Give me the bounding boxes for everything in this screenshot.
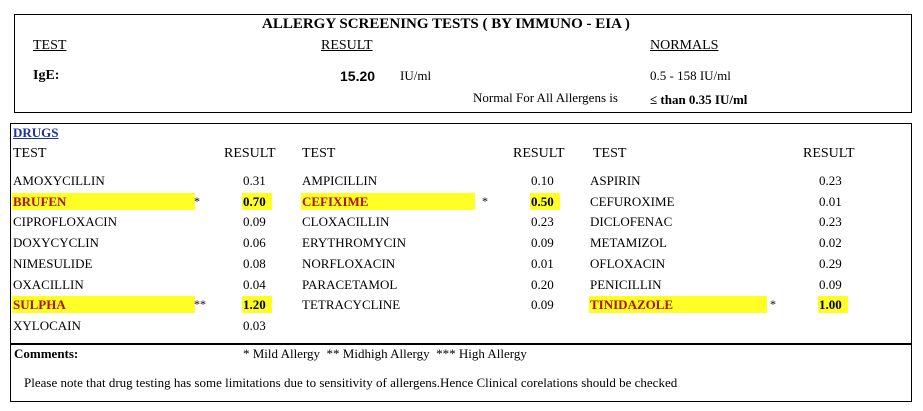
header-col-normals: NORMALS	[650, 38, 719, 53]
drug-result-value: 0.08	[243, 256, 266, 271]
drug-name: TETRACYCLINE	[302, 297, 401, 312]
drug-result-value: 0.02	[819, 235, 842, 250]
drug-name: AMPICILLIN	[302, 173, 378, 188]
col1-test-header: TEST	[13, 146, 47, 161]
page-title: ALLERGY SCREENING TESTS ( BY IMMUNO - EIA )	[262, 16, 630, 32]
drug-result-value: 0.31	[243, 173, 266, 188]
drug-result-value: 0.50	[531, 194, 554, 209]
drug-name: ERYTHROMYCIN	[302, 235, 407, 250]
drug-result-value: 0.23	[819, 214, 842, 229]
drug-name: NORFLOXACIN	[302, 256, 396, 271]
drug-result-value: 0.04	[243, 277, 266, 292]
header-col-test: TEST	[33, 38, 67, 53]
drug-name: NIMESULIDE	[13, 256, 93, 271]
drug-name: TINIDAZOLE	[590, 297, 674, 312]
drug-name: METAMIZOL	[590, 235, 667, 250]
drugs-section-title: DRUGS	[13, 125, 59, 140]
drug-name: ASPIRIN	[590, 173, 641, 188]
col2-test-header: TEST	[302, 146, 336, 161]
comments-label: Comments:	[14, 346, 79, 361]
col3-result-header: RESULT	[803, 146, 855, 161]
drug-result-value: 1.20	[243, 297, 266, 312]
normal-allergens-value: ≤ than 0.35 IU/ml	[650, 92, 748, 107]
drug-result-value: 0.09	[819, 277, 842, 292]
drug-result-value: 0.01	[531, 256, 554, 271]
col1-result-header: RESULT	[224, 146, 276, 161]
drug-result-value: 1.00	[819, 297, 842, 312]
drug-result-value: 0.23	[819, 173, 842, 188]
drug-result-value: 0.23	[531, 214, 554, 229]
drug-name: CEFUROXIME	[590, 194, 675, 209]
drug-name: SULPHA	[13, 297, 66, 312]
drug-result-value: 0.06	[243, 235, 266, 250]
ige-normal-range: 0.5 - 158 IU/ml	[650, 68, 731, 83]
severity-mark: *	[482, 194, 488, 208]
drug-name: PARACETAMOL	[302, 277, 398, 292]
drug-name: OFLOXACIN	[590, 256, 666, 271]
drug-name: DOXYCYCLIN	[13, 235, 99, 250]
drug-result-value: 0.20	[531, 277, 554, 292]
drug-result-value: 0.29	[819, 256, 842, 271]
drug-name: OXACILLIN	[13, 277, 84, 292]
allergy-legend: * Mild Allergy ** Midhigh Allergy *** High Allergy	[243, 346, 527, 361]
drug-result-value: 0.70	[243, 194, 266, 209]
drug-name: BRUFEN	[13, 194, 67, 209]
ige-label: IgE:	[33, 68, 60, 83]
severity-mark: *	[194, 194, 200, 208]
drug-name: DICLOFENAC	[590, 214, 673, 229]
drug-name: PENICILLIN	[590, 277, 662, 292]
drug-name: CLOXACILLIN	[302, 214, 390, 229]
drug-result-value: 0.01	[819, 194, 842, 209]
drug-result-value: 0.09	[531, 235, 554, 250]
header-col-result: RESULT	[321, 38, 373, 53]
comments-note: Please note that drug testing has some limitations due to sensitivity of allergens.Hence Clinical corelations should be checked	[24, 375, 678, 390]
col3-test-header: TEST	[593, 146, 627, 161]
severity-mark: *	[770, 297, 776, 311]
col2-result-header: RESULT	[513, 146, 565, 161]
drug-result-value: 0.10	[531, 173, 554, 188]
drug-name: CEFIXIME	[302, 194, 369, 209]
drug-result-value: 0.03	[243, 318, 266, 333]
severity-mark: **	[194, 297, 206, 311]
drug-result-value: 0.09	[531, 297, 554, 312]
normal-allergens-label: Normal For All Allergens is	[473, 90, 618, 105]
ige-value: 15.20	[340, 68, 376, 84]
drug-name: CIPROFLOXACIN	[13, 214, 118, 229]
drug-name: XYLOCAIN	[13, 318, 81, 333]
drug-name: AMOXYCILLIN	[13, 173, 105, 188]
ige-unit: IU/ml	[400, 68, 432, 83]
drug-result-value: 0.09	[243, 214, 266, 229]
